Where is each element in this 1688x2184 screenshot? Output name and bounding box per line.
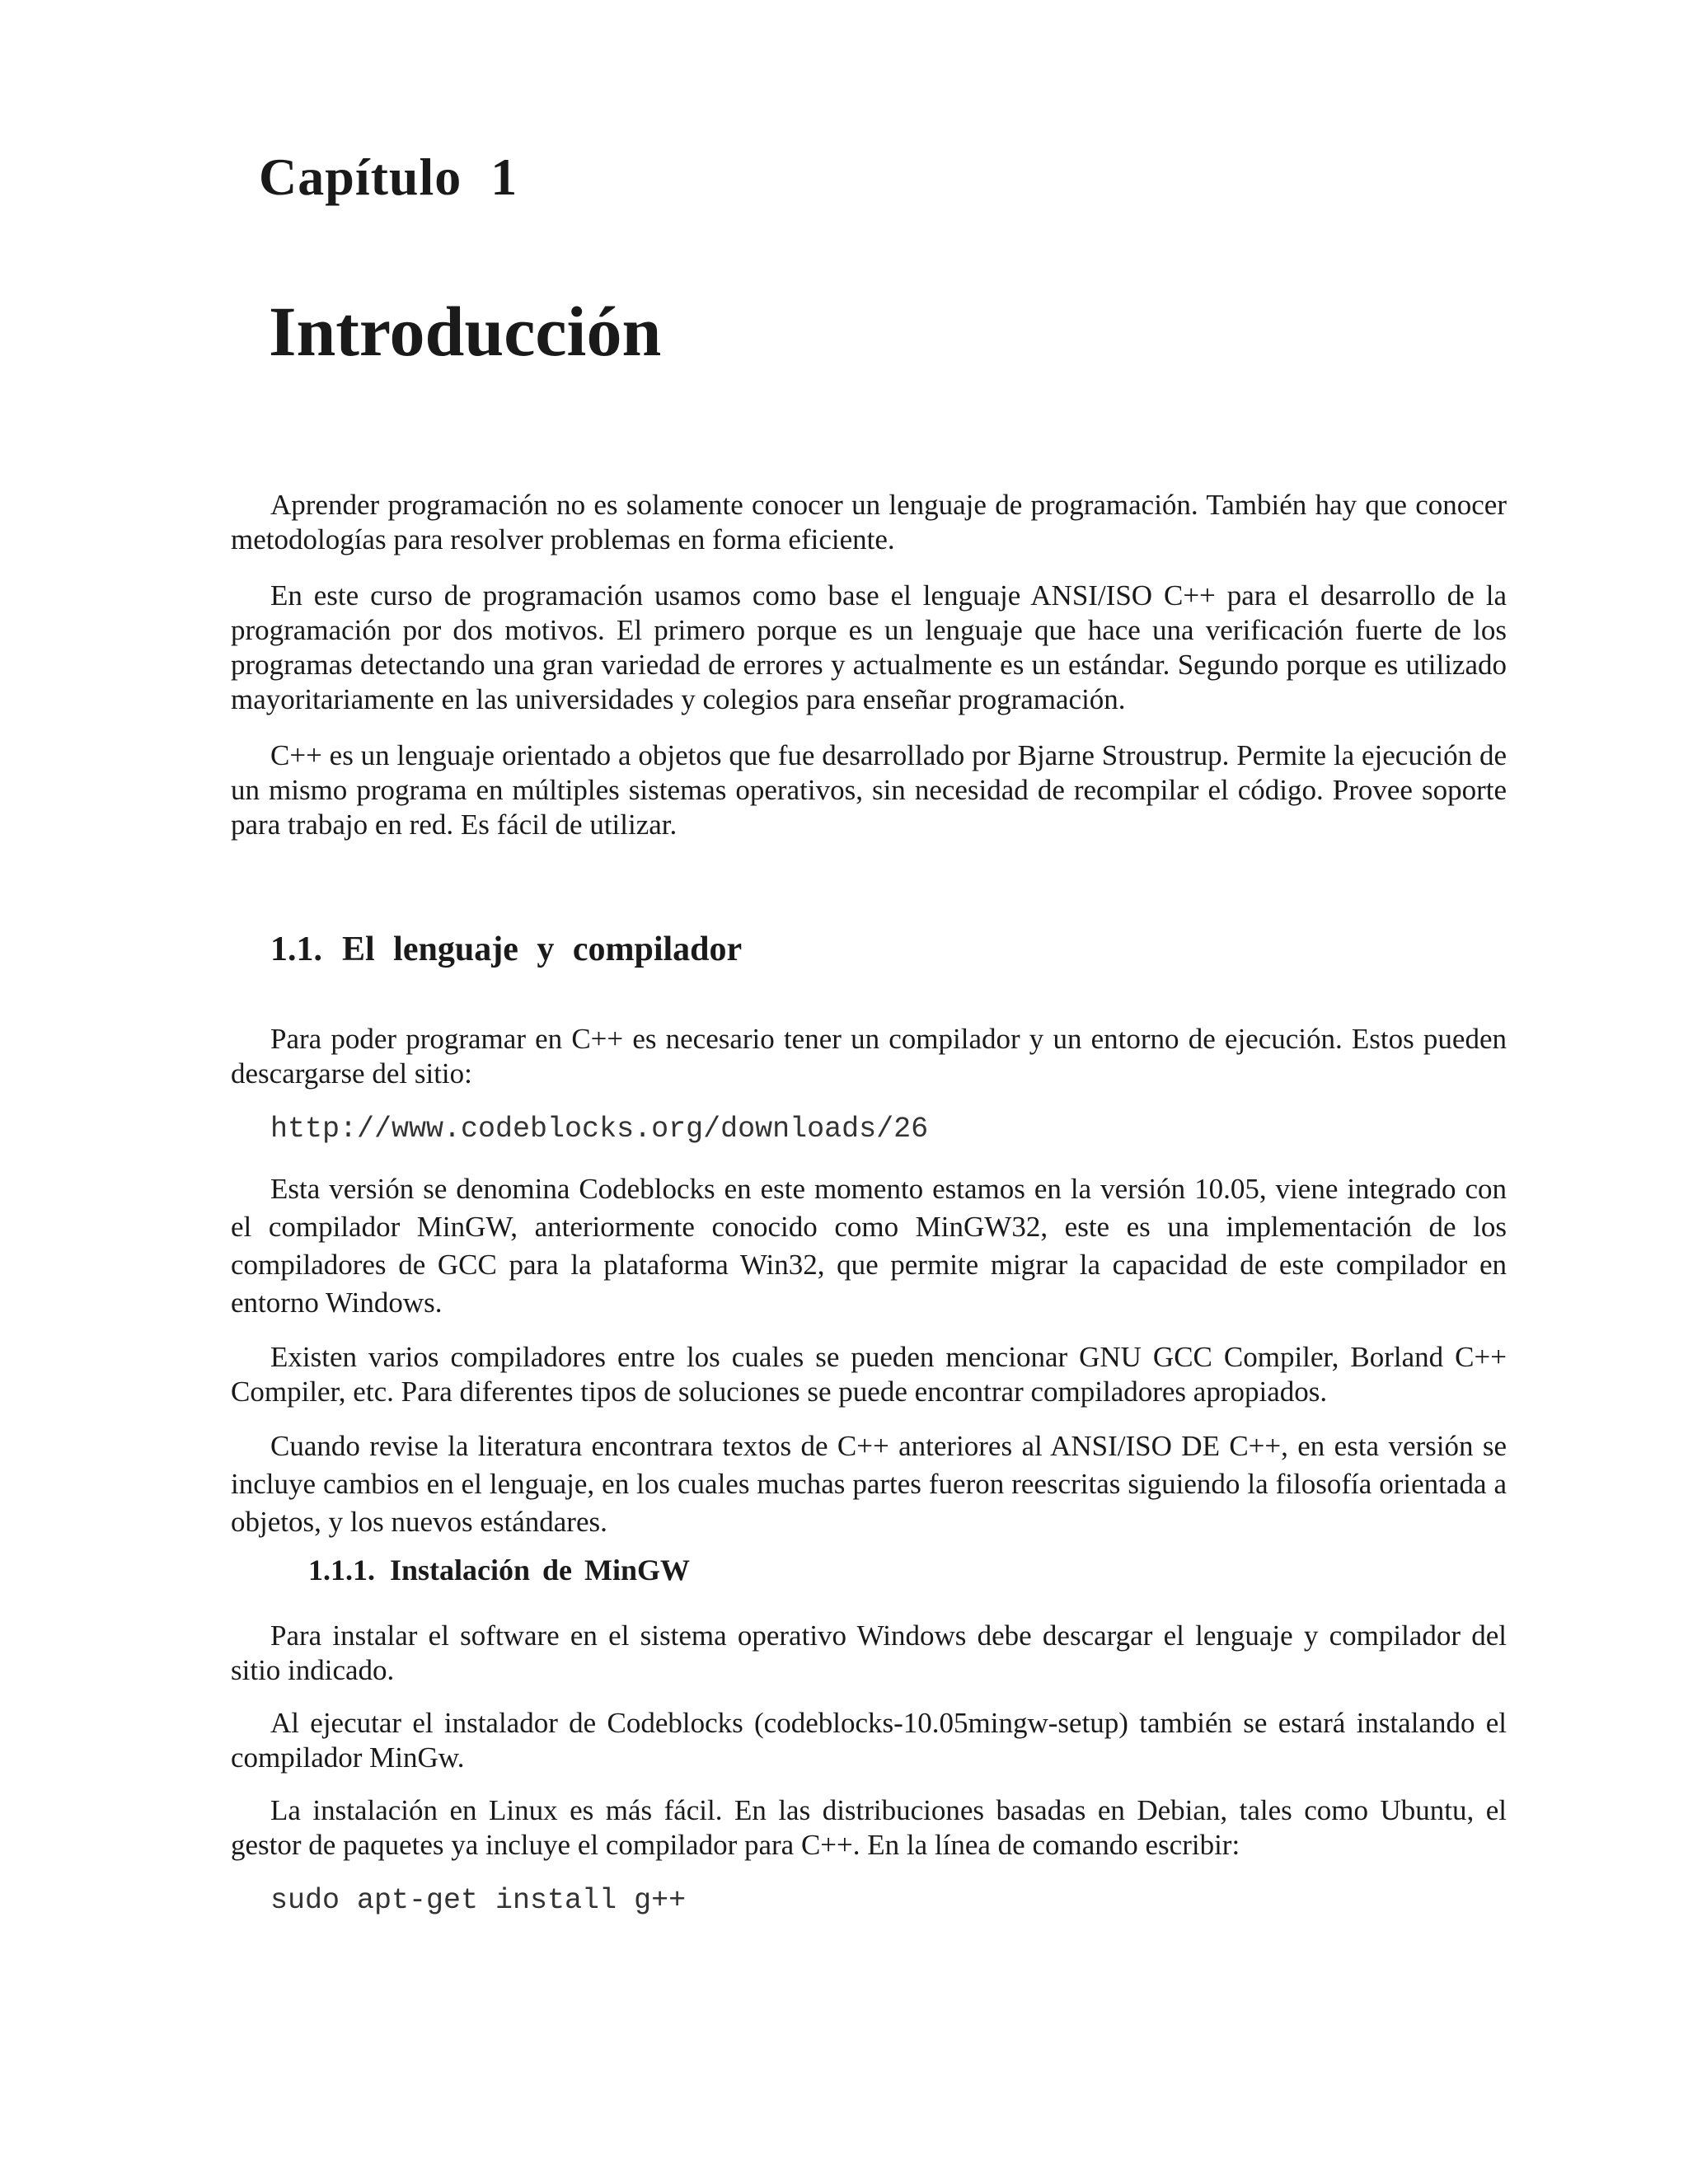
section-1-1-paragraph-4: Cuando revise la literatura encontrara textos de C++ anteriores al ANSI/ISO DE C++, en esta versión se incluye cambios en el lenguaje, en los cuales muchas partes fueron reescritas siguiendo la filosofía orientada a objetos, y los nuevos estándares. xyxy=(231,1430,1507,1538)
section-1-1-paragraph-1: Para poder programar en C++ es necesario tener un compilador y un entorno de ejecución. Estos pueden descargarse del sitio: xyxy=(231,1023,1507,1090)
install-command: sudo apt-get install g++ xyxy=(270,1884,687,1917)
section-1-1-1-paragraph-3: La instalación en Linux es más fácil. En las distribuciones basadas en Debian, tales como Ubuntu, el gestor de paquetes ya incluye el compilador para C++. En la línea de comando escribir: xyxy=(231,1794,1507,1861)
subsection-number: 1.1.1. xyxy=(308,1554,375,1586)
subsection-title: Instalación de MinGW xyxy=(390,1554,691,1586)
chapter-label: Capítulo 1 xyxy=(259,148,518,206)
section-1-1-paragraph-2: Esta versión se denomina Codeblocks en este momento estamos en la versión 10.05, viene integrado con el compilador MinGW, anteriormente conocido como MinGW32, este es una implementación de los compiladores de GCC para la plataforma Win32, que permite migrar la capacidad de este compilador en entorno Windows. xyxy=(231,1173,1507,1319)
chapter-title: Introducción xyxy=(269,292,662,371)
section-heading-1-1-1 xyxy=(308,1553,690,1587)
section-1-1-1-paragraph-1: Para instalar el software en el sistema operativo Windows debe descargar el lenguaje y compilador del sitio indicado. xyxy=(231,1619,1507,1686)
intro-paragraph-1: Aprender programación no es solamente conocer un lenguaje de programación. También hay que conocer metodologías para resolver problemas en forma eficiente. xyxy=(231,489,1507,555)
section-heading-1-1 xyxy=(270,930,742,969)
section-1-1-paragraph-3: Existen varios compiladores entre los cuales se pueden mencionar GNU GCC Compiler, Borland C++ Compiler, etc. Para diferentes tipos de soluciones se puede encontrar compiladores apropiados. xyxy=(231,1341,1507,1408)
section-1-1-1-paragraph-2: Al ejecutar el instalador de Codeblocks (codeblocks-10.05mingw-setup) también se estará instalando el compilador MinGw. xyxy=(231,1707,1507,1774)
download-url: http://www.codeblocks.org/downloads/26 xyxy=(270,1113,929,1146)
intro-paragraph-2: En este curso de programación usamos como base el lenguaje ANSI/ISO C++ para el desarrollo de la programación por dos motivos. El primero porque es un lenguaje que hace una verificación fuerte de los programas detectando una gran variedad de errores y actualmente es un estándar. Segundo porque es utilizado mayoritariamente en las universidades y colegios para enseñar programación. xyxy=(231,579,1507,715)
section-number: 1.1. xyxy=(270,930,322,968)
intro-paragraph-3: C++ es un lenguaje orientado a objetos que fue desarrollado por Bjarne Stroustrup. Permite la ejecución de un mismo programa en múltiples sistemas operativos, sin necesidad de recompilar el código. Provee soporte para trabajo en red. Es fácil de utilizar. xyxy=(231,739,1507,841)
section-title: El lenguaje y compilador xyxy=(342,930,743,968)
